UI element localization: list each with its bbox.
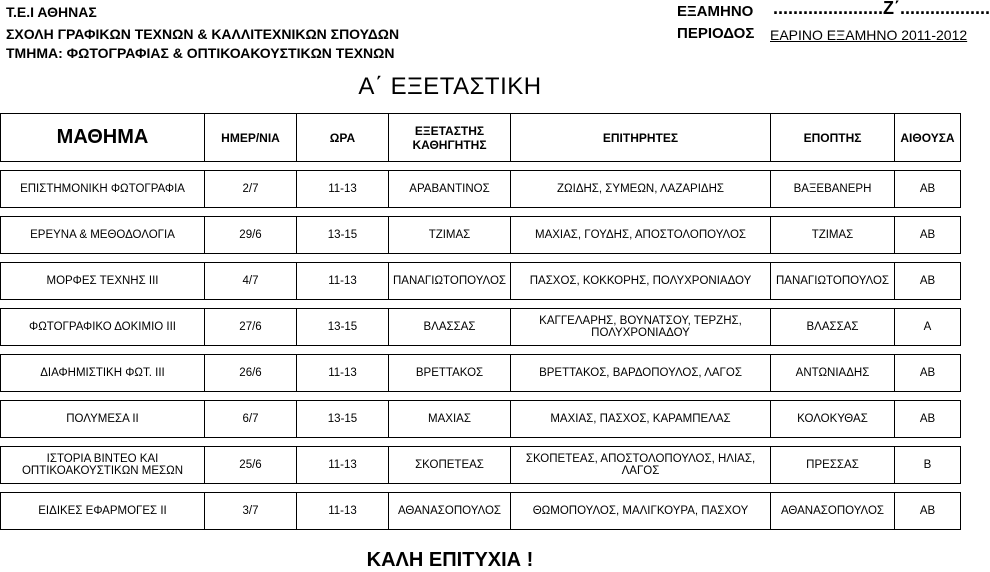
row-spacer <box>1 208 961 217</box>
cell-date: 2/7 <box>205 171 297 208</box>
cell-examiner: ΑΡΑΒΑΝΤΙΝΟΣ <box>389 171 511 208</box>
row-spacer-cell <box>1 254 961 263</box>
header-time: ΩΡΑ <box>297 114 389 162</box>
header-proctors: ΕΠΙΤΗΡΗΤΕΣ <box>511 114 771 162</box>
institution-name: Τ.Ε.Ι ΑΘΗΝΑΣ <box>6 4 97 20</box>
cell-room: ΑΒ <box>895 401 961 438</box>
row-spacer <box>1 254 961 263</box>
table-row <box>1 217 961 254</box>
table-row <box>1 263 961 300</box>
department-name: ΤΜΗΜΑ: ΦΩΤΟΓΡΑΦΙΑΣ & ΟΠΤΙΚΟΑΚΟΥΣΤΙΚΩΝ ΤΕΧΝΩΝ <box>6 45 395 61</box>
cell-time: 13-15 <box>297 217 389 254</box>
cell-date: 3/7 <box>205 493 297 530</box>
table-row <box>1 171 961 208</box>
cell-room: ΑΒ <box>895 493 961 530</box>
cell-course: ΕΠΙΣΤΗΜΟΝΙΚΗ ΦΩΤΟΓΡΑΦΙΑ <box>1 171 205 208</box>
period-value: ΕΑΡΙΝΟ ΕΞΑΜΗΝΟ 2011-2012 <box>770 27 968 43</box>
row-spacer-cell <box>1 392 961 401</box>
row-spacer-cell <box>1 484 961 493</box>
table-row <box>1 447 961 484</box>
header-supervisor: ΕΠΟΠΤΗΣ <box>771 114 895 162</box>
cell-room: ΑΒ <box>895 263 961 300</box>
header-date: ΗΜΕΡ/ΝΙΑ <box>205 114 297 162</box>
row-spacer <box>1 484 961 493</box>
row-spacer <box>1 438 961 447</box>
cell-room: ΑΒ <box>895 217 961 254</box>
cell-course: ΕΙΔΙΚΕΣ ΕΦΑΡΜΟΓΕΣ ΙΙ <box>1 493 205 530</box>
cell-time: 13-15 <box>297 401 389 438</box>
row-spacer-cell <box>1 208 961 217</box>
cell-proctors: ΠΑΣΧΟΣ, ΚΟΚΚΟΡΗΣ, ΠΟΛΥΧΡΟΝΙΑΔΟΥ <box>511 263 771 300</box>
cell-course: ΔΙΑΦΗΜΙΣΤΙΚΗ ΦΩΤ. ΙΙΙ <box>1 355 205 392</box>
table-row <box>1 401 961 438</box>
cell-date: 26/6 <box>205 355 297 392</box>
cell-supervisor: ΑΘΑΝΑΣΟΠΟΥΛΟΣ <box>771 493 895 530</box>
cell-course: ΜΟΡΦΕΣ ΤΕΧΝΗΣ ΙΙΙ <box>1 263 205 300</box>
cell-examiner: ΠΑΝΑΓΙΩΤΟΠΟΥΛΟΣ <box>389 263 511 300</box>
cell-proctors: ΒΡΕΤΤΑΚΟΣ, ΒΑΡΔΟΠΟΥΛΟΣ, ΛΑΓΟΣ <box>511 355 771 392</box>
cell-date: 4/7 <box>205 263 297 300</box>
cell-supervisor: ΠΡΕΣΣΑΣ <box>771 447 895 484</box>
cell-room: ΑΒ <box>895 171 961 208</box>
cell-supervisor: ΤΖΙΜΑΣ <box>771 217 895 254</box>
table-row <box>1 309 961 346</box>
cell-proctors: ΘΩΜΟΠΟΥΛΟΣ, ΜΑΛΙΓΚΟΥΡΑ, ΠΑΣΧΟΥ <box>511 493 771 530</box>
header-room: ΑΙΘΟΥΣΑ <box>895 114 961 162</box>
page-title-text: Α΄ ΕΞΕΤΑΣΤΙΚΗ <box>358 73 542 100</box>
cell-date: 6/7 <box>205 401 297 438</box>
cell-room: Β <box>895 447 961 484</box>
period-label: ΠΕΡΙΟΔΟΣ <box>677 25 755 42</box>
footer-text: ΚΑΛΗ ΕΠΙΤΥΧΙΑ ! <box>366 549 534 571</box>
header-course: ΜΑΘΗΜΑ <box>1 114 205 162</box>
row-spacer <box>1 346 961 355</box>
cell-examiner: ΣΚΟΠΕΤΕΑΣ <box>389 447 511 484</box>
cell-time: 13-15 <box>297 309 389 346</box>
footer-message <box>0 549 960 572</box>
cell-time: 11-13 <box>297 171 389 208</box>
cell-time: 11-13 <box>297 493 389 530</box>
cell-proctors: ΚΑΓΓΕΛΑΡΗΣ, ΒΟΥΝΑΤΣΟΥ, ΤΕΡΖΗΣ, ΠΟΛΥΧΡΟΝΙΑΔΟΥ <box>511 309 771 346</box>
row-spacer-cell <box>1 346 961 355</box>
cell-supervisor: ΠΑΝΑΓΙΩΤΟΠΟΥΛΟΣ <box>771 263 895 300</box>
semester-label: ΕΞΑΜΗΝΟ <box>677 3 754 20</box>
table-body <box>1 162 961 530</box>
cell-supervisor: ΚΟΛΟΚΥΘΑΣ <box>771 401 895 438</box>
cell-examiner: ΒΡΕΤΤΑΚΟΣ <box>389 355 511 392</box>
cell-date: 29/6 <box>205 217 297 254</box>
header-examiner: ΕΞΕΤΑΣΤΗΣ ΚΑΘΗΓΗΤΗΣ <box>389 114 511 162</box>
school-name: ΣΧΟΛΗ ΓΡΑΦΙΚΩΝ ΤΕΧΝΩΝ & ΚΑΛΛΙΤΕΧΝΙΚΩΝ ΣΠΟΥΔΩΝ <box>6 26 400 42</box>
cell-course: ΙΣΤΟΡΙΑ ΒΙΝΤΕΟ ΚΑΙ ΟΠΤΙΚΟΑΚΟΥΣΤΙΚΩΝ ΜΕΣΩΝ <box>1 447 205 484</box>
cell-date: 25/6 <box>205 447 297 484</box>
semester-value: ......................Ζ΄.................. <box>773 0 990 18</box>
page-title <box>0 73 960 101</box>
cell-examiner: ΑΘΑΝΑΣΟΠΟΥΛΟΣ <box>389 493 511 530</box>
cell-supervisor: ΒΑΞΕΒΑΝΕΡΗ <box>771 171 895 208</box>
cell-examiner: ΜΑΧΙΑΣ <box>389 401 511 438</box>
cell-time: 11-13 <box>297 447 389 484</box>
table-header-row <box>1 114 961 162</box>
cell-room: ΑΒ <box>895 355 961 392</box>
cell-supervisor: ΒΛΑΣΣΑΣ <box>771 309 895 346</box>
cell-course: ΠΟΛΥΜΕΣΑ ΙΙ <box>1 401 205 438</box>
cell-examiner: ΒΛΑΣΣΑΣ <box>389 309 511 346</box>
row-spacer <box>1 392 961 401</box>
row-spacer <box>1 300 961 309</box>
table-row <box>1 355 961 392</box>
cell-date: 27/6 <box>205 309 297 346</box>
row-spacer-cell <box>1 300 961 309</box>
row-spacer-cell <box>1 438 961 447</box>
cell-proctors: ΜΑΧΙΑΣ, ΠΑΣΧΟΣ, ΚΑΡΑΜΠΕΛΑΣ <box>511 401 771 438</box>
cell-supervisor: ΑΝΤΩΝΙΑΔΗΣ <box>771 355 895 392</box>
table-row <box>1 493 961 530</box>
exam-schedule-table <box>0 113 961 530</box>
cell-examiner: ΤΖΙΜΑΣ <box>389 217 511 254</box>
row-spacer-cell <box>1 162 961 171</box>
cell-room: Α <box>895 309 961 346</box>
row-spacer <box>1 162 961 171</box>
cell-course: ΦΩΤΟΓΡΑΦΙΚΟ ΔΟΚΙΜΙΟ ΙΙΙ <box>1 309 205 346</box>
cell-proctors: ΣΚΟΠΕΤΕΑΣ, ΑΠΟΣΤΟΛΟΠΟΥΛΟΣ, ΗΛΙΑΣ, ΛΑΓΟΣ <box>511 447 771 484</box>
cell-course: ΕΡΕΥΝΑ & ΜΕΘΟΔΟΛΟΓΙΑ <box>1 217 205 254</box>
cell-time: 11-13 <box>297 263 389 300</box>
cell-proctors: ΖΩΙΔΗΣ, ΣΥΜΕΩΝ, ΛΑΖΑΡΙΔΗΣ <box>511 171 771 208</box>
cell-time: 11-13 <box>297 355 389 392</box>
cell-proctors: ΜΑΧΙΑΣ, ΓΟΥΔΗΣ, ΑΠΟΣΤΟΛΟΠΟΥΛΟΣ <box>511 217 771 254</box>
